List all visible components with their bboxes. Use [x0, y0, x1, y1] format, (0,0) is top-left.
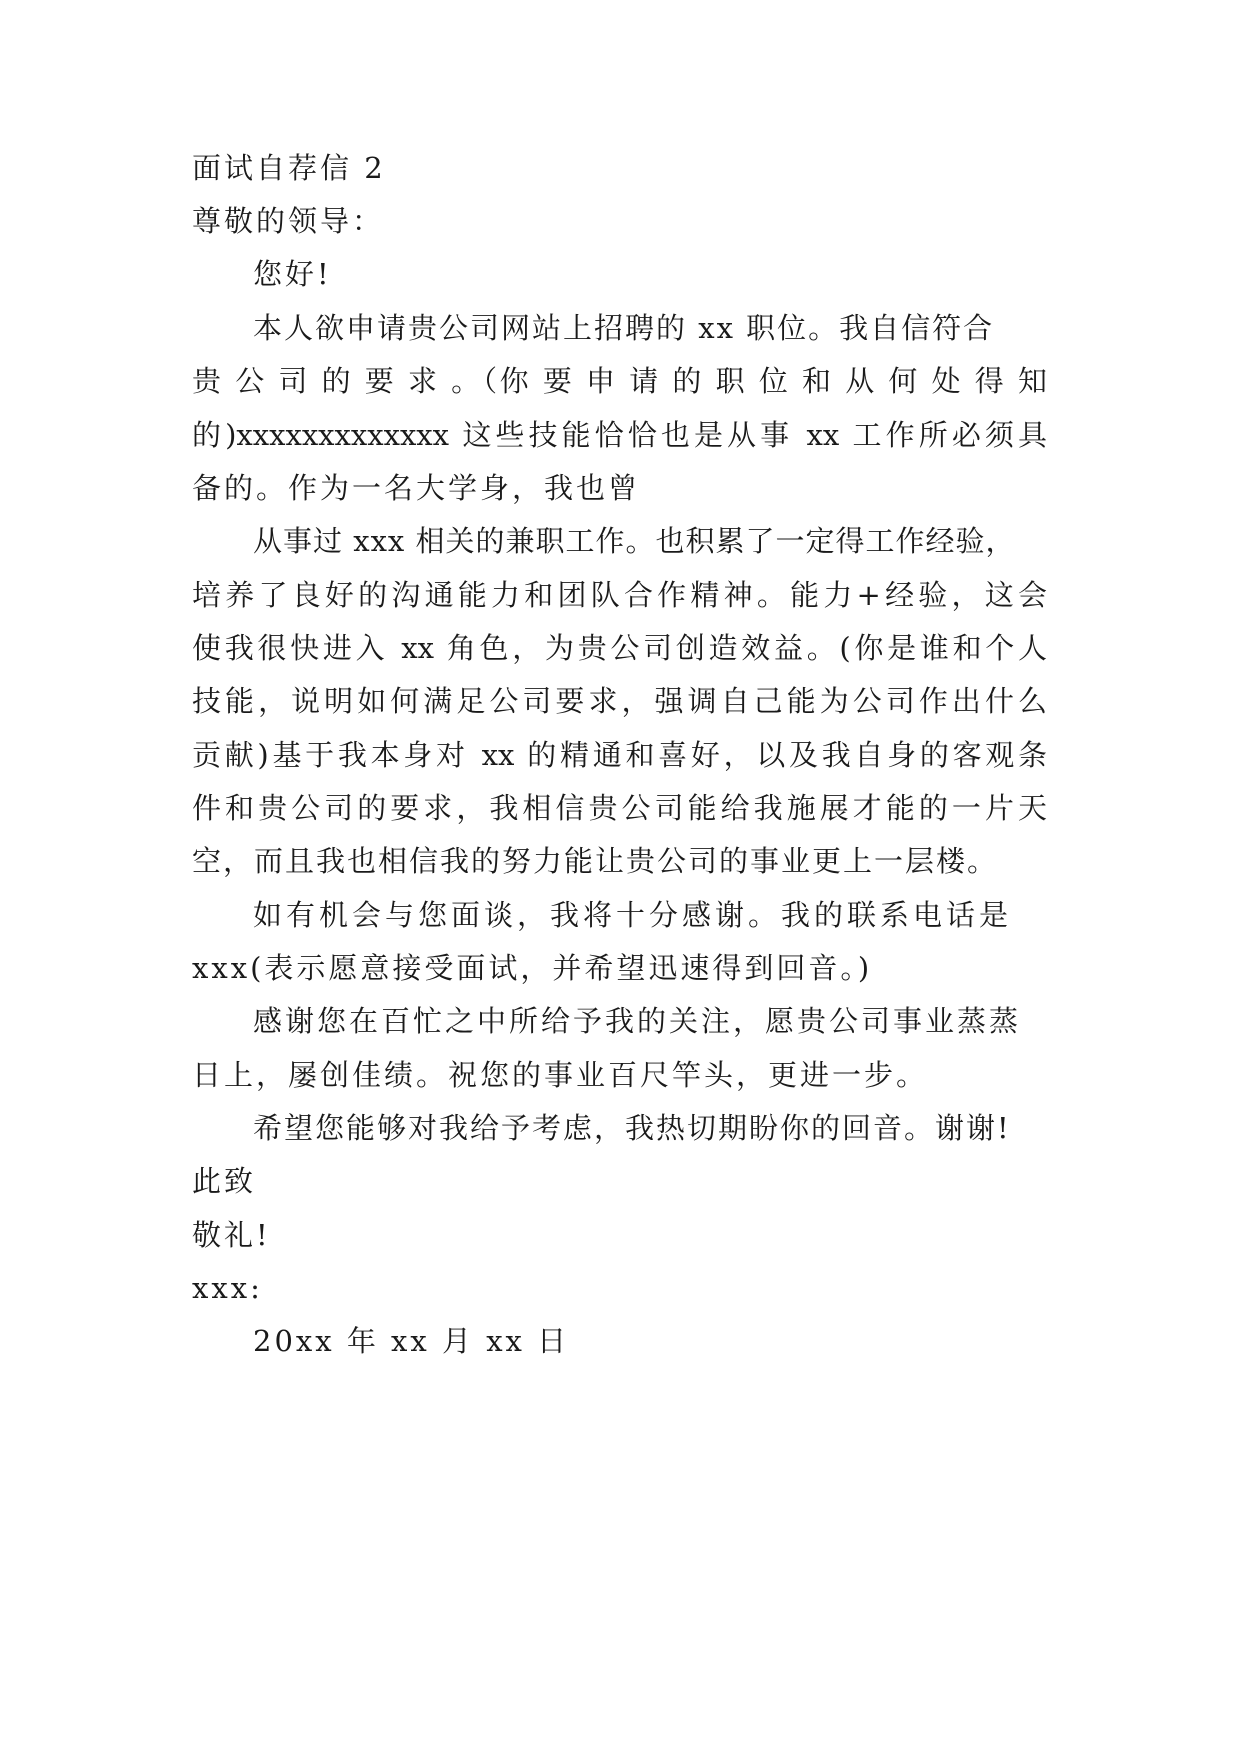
paragraph1-line1: 本人欲申请贵公司网站上招聘的 xx 职位。我自信符合	[253, 311, 995, 345]
paragraph1-line2: 贵 公 司 的 要 求 。（你 要 申 请 的 职 位 和 从 何 处 得 知	[192, 364, 1047, 398]
paragraph2-line5: 贡献)基于我本身对 xx 的精通和喜好，以及我自身的客观条	[192, 738, 1047, 772]
greeting: 您好!	[253, 257, 332, 291]
closing-line2: 敬礼!	[192, 1218, 271, 1252]
paragraph3-line2: xxx(表示愿意接受面试，并希望迅速得到回音。)	[192, 951, 873, 985]
signature: xxx:	[192, 1271, 263, 1305]
paragraph2-line4: 技能，说明如何满足公司要求，强调自己能为公司作出什么	[192, 684, 1047, 718]
salutation: 尊敬的领导：	[192, 204, 385, 238]
document-title: 面试自荐信 2	[192, 151, 386, 185]
paragraph2-line6: 件和贵公司的要求，我相信贵公司能给我施展才能的一片天	[192, 791, 1047, 825]
paragraph1-line4: 备的。作为一名大学身，我也曾	[192, 471, 641, 505]
paragraph2-line7: 空，而且我也相信我的努力能让贵公司的事业更上一层楼。	[192, 844, 999, 878]
paragraph3-line1: 如有机会与您面谈，我将十分感谢。我的联系电话是	[253, 898, 1013, 932]
paragraph1-line3: 的)xxxxxxxxxxxxx 这些技能恰恰也是从事 xx 工作所必须具	[192, 418, 1047, 452]
closing-line1: 此致	[192, 1164, 257, 1198]
paragraph4-line2: 日上，屡创佳绩。祝您的事业百尺竿头，更进一步。	[192, 1058, 929, 1092]
paragraph2-line1: 从事过 xxx 相关的兼职工作。也积累了一定得工作经验，	[253, 524, 1016, 558]
paragraph2-line3: 使我很快进入 xx 角色，为贵公司创造效益。(你是谁和个人	[192, 631, 1047, 665]
paragraph4-line1: 感谢您在百忙之中所给予我的关注，愿贵公司事业蒸蒸	[253, 1004, 1022, 1038]
paragraph5: 希望您能够对我给予考虑，我热切期盼你的回音。谢谢!	[253, 1111, 1011, 1145]
paragraph2-line2: 培养了良好的沟通能力和团队合作精神。能力+经验，这会	[192, 578, 1047, 612]
date: 20xx 年 xx 月 xx 日	[253, 1324, 570, 1358]
